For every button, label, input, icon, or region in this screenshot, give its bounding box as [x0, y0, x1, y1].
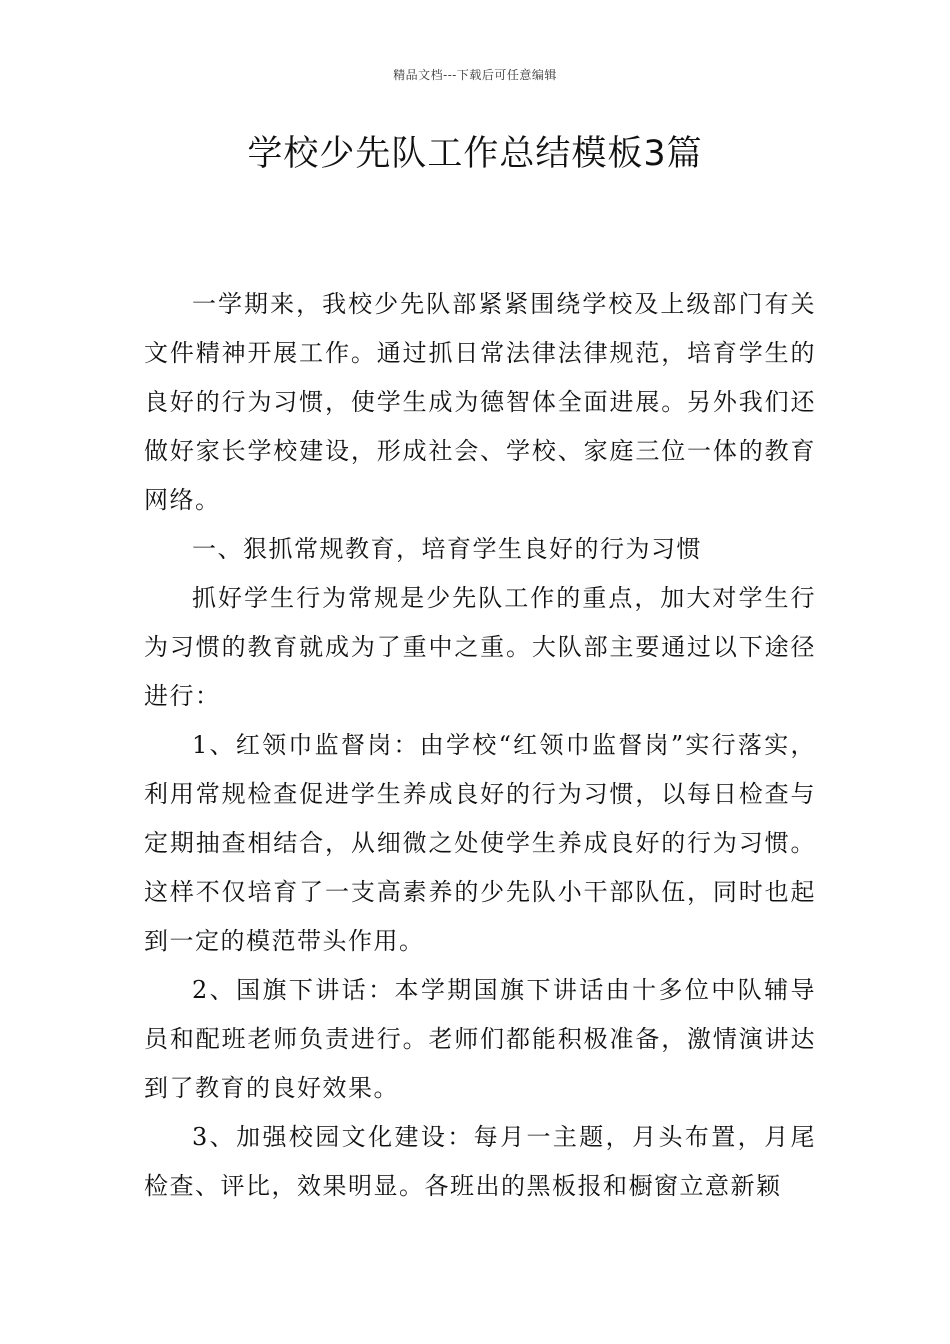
paragraph-routine: 抓好学生行为常规是少先队工作的重点，加大对学生行为习惯的教育就成为了重中之重。大队部主要通过以下途径进行： [144, 584, 816, 710]
header-note: 精品文档---下载后可任意编辑 [393, 68, 557, 82]
document-title: 学校少先队工作总结模板3篇 [247, 134, 703, 174]
document-body [144, 280, 816, 1211]
paragraph-item-2: 2、国旗下讲话：本学期国旗下讲话由十多位中队辅导员和配班老师负责进行。老师们都能积极准备，激情演讲达到了教育的良好效果。 [144, 976, 816, 1102]
paragraph-item-3: 3、加强校园文化建设：每月一主题，月头布置，月尾检查、评比，效果明显。各班出的黑板报和橱窗立意新颖 [144, 1123, 816, 1200]
section-heading-1: 一、狠抓常规教育，培育学生良好的行为习惯 [192, 535, 702, 563]
paragraph-intro: 一学期来，我校少先队部紧紧围绕学校及上级部门有关文件精神开展工作。通过抓日常法律法律规范，培育学生的良好的行为习惯，使学生成为德智体全面进展。另外我们还做好家长学校建设，形成社会、学校、家庭三位一体的教育网络。 [144, 290, 816, 514]
paragraph-item-1: 1、红领巾监督岗：由学校“红领巾监督岗”实行落实，利用常规检查促进学生养成良好的行为习惯，以每日检查与定期抽查相结合，从细微之处使学生养成良好的行为习惯。这样不仅培育了一支高素养的少先队小干部队伍，同时也起到一定的模范带头作用。 [144, 731, 816, 955]
